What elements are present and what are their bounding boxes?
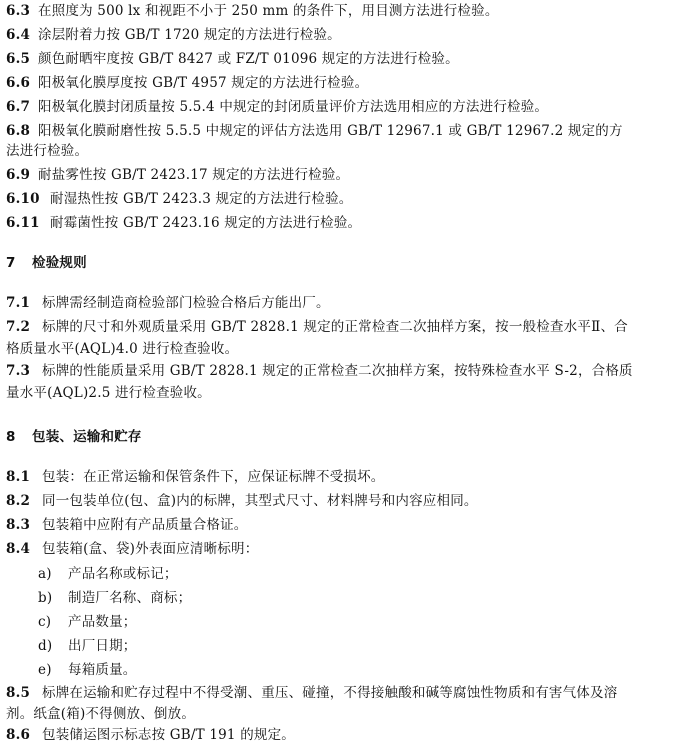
section-number: 8	[6, 429, 16, 445]
clause-6-6	[6, 74, 670, 92]
clause-6-10	[6, 190, 670, 208]
list-text: 产品名称或标记；	[68, 566, 178, 582]
clause-7-3	[6, 362, 670, 380]
clause-text: 阳极氧化膜耐磨性按 5.5.5 中规定的评估方法选用 GB/T 12967.1 或 GB/T 12967.2 规定的方	[38, 123, 623, 139]
clause-6-8	[6, 122, 670, 140]
list-item-a	[38, 565, 673, 583]
clause-text: 阳极氧化膜厚度按 GB/T 4957 规定的方法进行检验。	[38, 75, 369, 91]
clause-text: 耐霉菌性按 GB/T 2423.16 规定的方法进行检验。	[50, 215, 362, 231]
list-item-c	[38, 613, 673, 631]
clause-6-11	[6, 214, 670, 232]
list-label: e)	[38, 662, 52, 678]
clause-7-3-continued	[6, 384, 670, 402]
clause-text: 阳极氧化膜封闭质量按 5.5.4 中规定的封闭质量评价方法选用相应的方法进行检验。	[38, 99, 549, 115]
list-item-b	[38, 589, 673, 607]
section-number: 7	[6, 255, 16, 271]
clause-number: 6.3	[6, 3, 31, 19]
clause-text: 标牌的尺寸和外观质量采用 GB/T 2828.1 规定的正常检查二次抽样方案，按一般检查水平Ⅱ、合	[42, 319, 628, 335]
list-text: 产品数量；	[68, 614, 137, 630]
clause-text: 在照度为 500 lx 和视距不小于 250 mm 的条件下，用目测方法进行检验。	[38, 3, 499, 19]
list-item-d	[38, 637, 673, 655]
clause-number: 8.2	[6, 493, 31, 509]
clause-7-2	[6, 318, 670, 336]
clause-text: 包装箱(盒、袋)外表面应清晰标明：	[42, 541, 259, 557]
clause-text: 颜色耐晒牢度按 GB/T 8427 或 FZ/T 01096 规定的方法进行检验。	[38, 51, 459, 67]
clause-8-4	[6, 540, 670, 558]
list-label: d)	[38, 638, 53, 654]
clause-text-continued: 格质量水平(AQL)4.0 进行检查验收。	[6, 341, 239, 357]
clause-number: 6.8	[6, 123, 31, 139]
clause-text-continued: 剂。纸盒(箱)不得侧放、倒放。	[6, 706, 196, 722]
clause-number: 6.6	[6, 75, 31, 91]
clause-number: 6.11	[6, 215, 40, 231]
section-title: 检验规则	[32, 255, 87, 271]
clause-text-continued: 法进行检验。	[6, 143, 89, 159]
clause-text-continued: 量水平(AQL)2.5 进行检查验收。	[6, 385, 211, 401]
clause-6-8-continued	[6, 142, 670, 160]
list-text: 每箱质量。	[68, 662, 137, 678]
clause-number: 8.1	[6, 469, 31, 485]
clause-text: 耐盐雾性按 GB/T 2423.17 规定的方法进行检验。	[38, 167, 350, 183]
section-heading-8	[6, 428, 670, 446]
clause-text: 耐湿热性按 GB/T 2423.3 规定的方法进行检验。	[50, 191, 353, 207]
clause-number: 7.2	[6, 319, 31, 335]
clause-number: 7.1	[6, 295, 31, 311]
list-text: 出厂日期；	[68, 638, 137, 654]
clause-number: 6.10	[6, 191, 40, 207]
list-label: a)	[38, 566, 52, 582]
clause-8-3	[6, 516, 670, 534]
clause-text: 包装储运图示标志按 GB/T 191 的规定。	[42, 727, 295, 743]
clause-number: 7.3	[6, 363, 31, 379]
clause-7-1	[6, 294, 670, 312]
clause-number: 8.6	[6, 727, 31, 743]
clause-8-5	[6, 684, 670, 702]
clause-text: 包装：在正常运输和保管条件下，应保证标牌不受损坏。	[42, 469, 385, 485]
section-title: 包装、运输和贮存	[32, 429, 142, 445]
clause-8-2	[6, 492, 670, 510]
clause-number: 6.9	[6, 167, 31, 183]
clause-8-1	[6, 468, 670, 486]
clause-6-3	[6, 2, 670, 20]
list-label: c)	[38, 614, 52, 630]
clause-text: 同一包装单位(包、盒)内的标牌，其型式尺寸、材料牌号和内容应相同。	[42, 493, 478, 509]
list-item-e	[38, 661, 673, 679]
clause-text: 标牌的性能质量采用 GB/T 2828.1 规定的正常检查二次抽样方案，按特殊检查水平 S-2，合格质	[42, 363, 633, 379]
clause-text: 包装箱中应附有产品质量合格证。	[42, 517, 248, 533]
clause-number: 8.4	[6, 541, 31, 557]
section-heading-7	[6, 254, 670, 272]
clause-6-9	[6, 166, 670, 184]
list-label: b)	[38, 590, 53, 606]
clause-number: 8.5	[6, 685, 31, 701]
clause-number: 6.4	[6, 27, 31, 43]
clause-6-7	[6, 98, 670, 116]
clause-text: 涂层附着力按 GB/T 1720 规定的方法进行检验。	[38, 27, 341, 43]
clause-number: 6.5	[6, 51, 31, 67]
clause-number: 8.3	[6, 517, 31, 533]
clause-8-6	[6, 726, 670, 744]
list-text: 制造厂名称、商标；	[68, 590, 192, 606]
clause-text: 标牌在运输和贮存过程中不得受潮、重压、碰撞，不得接触酸和碱等腐蚀性物质和有害气体及溶	[42, 685, 618, 701]
clause-6-4	[6, 26, 670, 44]
clause-8-5-continued	[6, 705, 670, 723]
clause-number: 6.7	[6, 99, 31, 115]
clause-7-2-continued	[6, 340, 670, 358]
clause-text: 标牌需经制造商检验部门检验合格后方能出厂。	[42, 295, 330, 311]
clause-6-5	[6, 50, 670, 68]
